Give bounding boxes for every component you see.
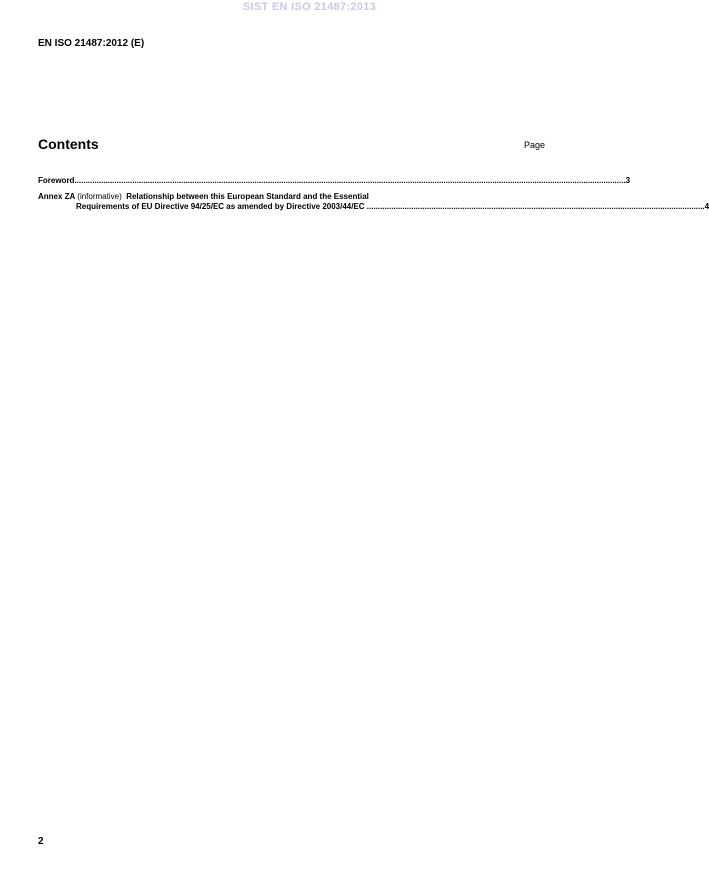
toc-entry-page: 3 [625,176,631,185]
toc-entry-annex-za[interactable] [38,192,709,212]
toc-entry-title: Foreword [38,176,75,185]
toc-entry-foreword[interactable] [38,176,631,186]
page-number: 2 [38,836,44,847]
toc-annex-label: Annex ZA [38,192,76,201]
watermark: SIST EN ISO 21487:2013 [242,1,377,13]
document-id: EN ISO 21487:2012 (E) [38,38,145,49]
contents-heading: Contents [38,136,99,152]
toc-annex-title-line2: Requirements of EU Directive 94/25/EC as amended by Directive 2003/44/EC [76,202,365,211]
toc-entry-page: 4 [704,202,709,211]
toc-leader-dots: ........................................................................................................................................................ [364,202,705,211]
page-column-label: Page [523,140,545,150]
table-of-contents [38,176,709,218]
toc-annex-qualifier: (informative) [77,192,122,201]
toc-leader-dots: ........................................................................................................................................................................................................................................................ [74,176,626,185]
toc-annex-title-line1: Relationship between this European Standard and the Essential [126,192,369,201]
